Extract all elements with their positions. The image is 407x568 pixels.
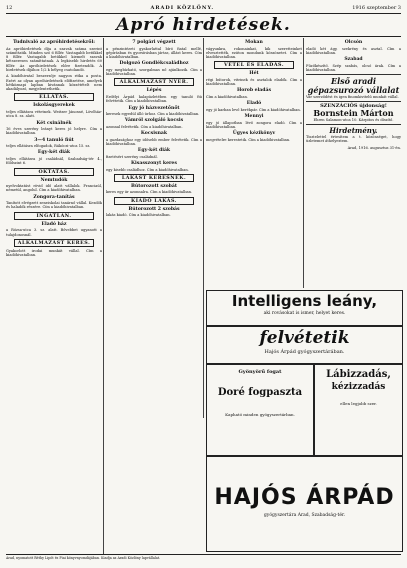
ad-heading: HAJÓS ÁRPÁD — [214, 485, 395, 510]
ad-text: Gyakorlott irodai munkát vállal. Cím a kiadóhivatalban. — [6, 248, 102, 258]
ad-heading: kézizzadás — [331, 382, 386, 392]
ad-text: Hajós Árpád gyógyszertárában. — [264, 349, 345, 355]
category-box: OKTATÁS. — [14, 168, 94, 176]
page-footer: Arad, nyomatott Réthy Lipót és Fiai könyvnyomdájában. Kiadja az Aradi Közlöny lapvállalat. — [6, 554, 401, 560]
ad-title: Nemtudók — [40, 177, 68, 183]
category-box: VÉTEL ÉS ELADÁS. — [214, 61, 294, 69]
ad-text: Kapható minden gyógyszertárban. — [225, 412, 295, 417]
ad-heading: Hirdetmény. — [329, 126, 378, 136]
column-2 — [106, 38, 202, 418]
ad-title: Vámról szolgáló kocsis — [124, 118, 184, 124]
display-ad — [206, 326, 403, 364]
section-title: Tudnivaló az apróhirdetésekről: — [13, 40, 95, 45]
divider — [306, 124, 401, 125]
ad-text: Cím a kiadóhivatalban. — [206, 94, 248, 99]
ad-title: Zongora-tanítás — [33, 194, 75, 200]
ad-text: Ehren Salamon-utca 10. Kárpitos és díszítő. — [313, 117, 394, 122]
paragraph: A kiadóhivatal beszerzője nagyon ritka a posta. Ezért az olyan apróhirdetések előfizetése, amelyek hétköznapi lapban kivánnak közzétételt nem akadályozó, megjelentethetik. — [6, 74, 102, 92]
ad-text: Vár szerződést és igen finomkivitelű munkát vállal. — [306, 95, 399, 100]
ad-title: Kocsisnak — [140, 131, 168, 137]
ad-text: lakás kiadó. Cím a kiadóhivatalban. — [106, 213, 171, 218]
ad-text: régi bútorok, vitrinek és asztalok eladók. Cím a kiadóhivatalban. — [206, 77, 302, 87]
ad-title: Horob eladás — [236, 88, 272, 94]
column-1 — [6, 38, 102, 554]
ad-text: aki rovásokat is ismer, helyet keres. — [263, 311, 346, 316]
ad-text: a Rózsa-utca 3. sz. alatt. Bővebbet ugyanott a tulajdonosnál. — [6, 228, 102, 237]
ad-text: a pénzintézeti gyakorlattal bíró fiatal mellé, gépírásban és gyorsírásban jártas, állást keres. Cím a kiadóhivatalban. — [106, 46, 202, 60]
ad-title: Egy-két diák — [137, 148, 171, 154]
ad-text: Erdélyi Árpád kalapüzletében egy tanuló fiú felvétetik. Cím a kiadóhivatalban. — [106, 94, 202, 104]
ad-heading: Doré fogpaszta — [217, 387, 303, 398]
ad-heading: Lábizzadás, — [326, 369, 391, 380]
category-box: INGATLAN. — [14, 212, 94, 220]
masthead-bar — [6, 13, 401, 37]
column-rule — [103, 38, 104, 554]
ad-title: Mennyi — [244, 114, 264, 120]
ad-title: Eladó ház — [41, 221, 67, 227]
ad-title: Kisasszonyt keres — [131, 161, 177, 167]
ad-text: teljes ellátásra vétetnek. Weitzer Jánosné, Lövőház-utca 8. sz. alatt. — [6, 109, 102, 119]
ad-title: Egy-két diák — [37, 150, 71, 156]
ad-text: a gazdasághoz egy idősebb ember felvétetik. Cím a kiadóhivatalban. — [106, 137, 202, 146]
ad-text: teljes ellátásra elfogadok, Rákóczi-utca 15. sz. — [6, 144, 91, 149]
ad-text: egy kisebb családhoz. Cím a kiadóhivatalban. — [106, 167, 189, 172]
ad-text: Tisztelettel értesítem a t. közönséget, hogy üzletemet áthelyeztem. — [306, 135, 401, 144]
ad-title: Szabad — [344, 57, 363, 63]
ad-text: egy megbízható, szorgalmas nő ajánlkozik. Cím a kiadóhivatalban. — [106, 67, 202, 77]
ad-title: Bútorozott szobát — [131, 183, 177, 189]
page-header — [6, 4, 401, 12]
ad-heading: Első aradi gépazsurozó vállalat — [307, 76, 400, 96]
ad-text: Fűzőkészítő. Szép szabás, olcsó árak. Cím a kiadóhivatalban. — [306, 63, 401, 72]
masthead: Apró hirdetések. — [116, 15, 291, 35]
display-ad — [206, 364, 314, 456]
ad-text: 16 éves szerény leányt keres jó helyre. Cím a kiadóhivatalban. — [6, 127, 102, 136]
ad-text: ellen legjobb szer. — [340, 401, 377, 406]
ad-heading: Intelligens leány, — [231, 292, 378, 310]
ad-title: Mokan — [245, 40, 263, 45]
ad-text: azonnal felvétetik. Cím a kiadóhivatalban. — [106, 124, 183, 129]
category-box: ELLÁTÁS. — [14, 93, 94, 101]
ad-title: Olcsón — [344, 40, 363, 45]
ad-heading: SZENZÁCIÓS újdonság! — [320, 103, 387, 110]
ad-text: vágyunkra, rokonainkat, kik szeretteinket elvesztették, ezúton mondunk köszönetet. Cím a kiadóhivatalban. — [206, 46, 302, 60]
ad-title: Dolgozó Gondlékcsaládhoz — [119, 61, 189, 67]
ad-text: Tanított elvégzett zeneiskolai tanárnő vállal. Kezdők és haladók részére. Cím a kiadóhivatalban. — [6, 201, 102, 210]
column-3 — [206, 38, 302, 288]
ad-heading: Gyönyörű fogat — [238, 369, 282, 375]
category-box: KIADÓ LAKÁS. — [114, 197, 194, 205]
page-number: 12 — [6, 5, 13, 11]
ad-text: nyelvoktatást rövid idő alatt vállalok. Franciaúl, németül, angolul. Cím a kiadóhivatalban. — [6, 184, 102, 193]
ad-heading: Bornstein Márton — [313, 107, 394, 118]
ad-title: 7 polgári végzett — [132, 40, 176, 45]
ad-text: gyógyszertára Arad, Szabadság-tér. — [263, 513, 346, 518]
ad-title: Hét — [249, 71, 259, 77]
ad-text: fizetésért szerény családnál. — [106, 154, 158, 159]
ad-text: egy jó állapotban lévő zongora eladó. Cím a kiadóhivatalban. — [206, 120, 302, 129]
display-ad — [206, 290, 403, 326]
category-box: LAKÁST KERESNEK. — [114, 174, 194, 182]
ad-heading: felvétetik — [259, 328, 350, 348]
display-ad — [206, 456, 403, 552]
issue-date: 1916 szeptember 3 — [352, 5, 401, 11]
ad-text: eladó két ágy, szekrény és asztal. Cím a kiadóhivatalban. — [306, 46, 401, 55]
display-ad — [314, 364, 403, 456]
paragraph: Az apróhirdetések díja a szavak száma szerint számíttatik. Minden szó 6 fillér. Vastagabb betűkkel 8 fillér. Vastagabb betűkkel kiemelt szavak kétszeresen számíttatnak. A legkisebb hirdetés 60 fillér. Az apróhirdetések előre fizetendők. A hirdetések díjához 1/2 k bélyeg csatolandó. — [6, 46, 102, 72]
ad-text: teljes ellátásra jó családnál, Szabadság-tér 4., földszint 6. — [6, 156, 102, 166]
ad-title: 3—4 tanuló fiút — [34, 137, 74, 143]
paper-name: ARADI KÖZLÖNY. — [150, 5, 215, 11]
ad-text: keres egy úr azonnalra. Cím a kiadóhivatalban. — [106, 190, 193, 195]
ad-title: Ügyes kézikönyv — [232, 131, 276, 137]
divider — [306, 74, 401, 75]
ad-title: Bútorozott 2 szobás — [128, 206, 180, 212]
ad-title: Egy jó házvezetőnőt — [128, 105, 180, 111]
ad-text: egy jó karban levő kerékpár. Cím a kiadóhivatalban. — [206, 107, 301, 112]
column-4 — [306, 38, 401, 288]
category-box: ALKALMAZAST NYER. — [114, 78, 194, 86]
ad-title: Lépés — [146, 88, 162, 94]
ad-title: Két csinálnék — [36, 120, 72, 126]
ad-title: Iskolásgyerekek — [33, 103, 75, 109]
column-rule — [303, 38, 304, 288]
ad-text: megvételre kerestetik. Cím a kiadóhivatalban. — [206, 137, 291, 142]
ad-text: Arad, 1916. augusztus 31-én. — [347, 145, 401, 150]
column-rule — [203, 38, 204, 418]
category-box: ALKALMAZÁST KERES. — [14, 239, 94, 247]
ad-title: Eladó — [246, 101, 262, 107]
ad-text: keresek egyedül álló úrhoz. Cím a kiadóhivatalban. — [106, 112, 200, 117]
